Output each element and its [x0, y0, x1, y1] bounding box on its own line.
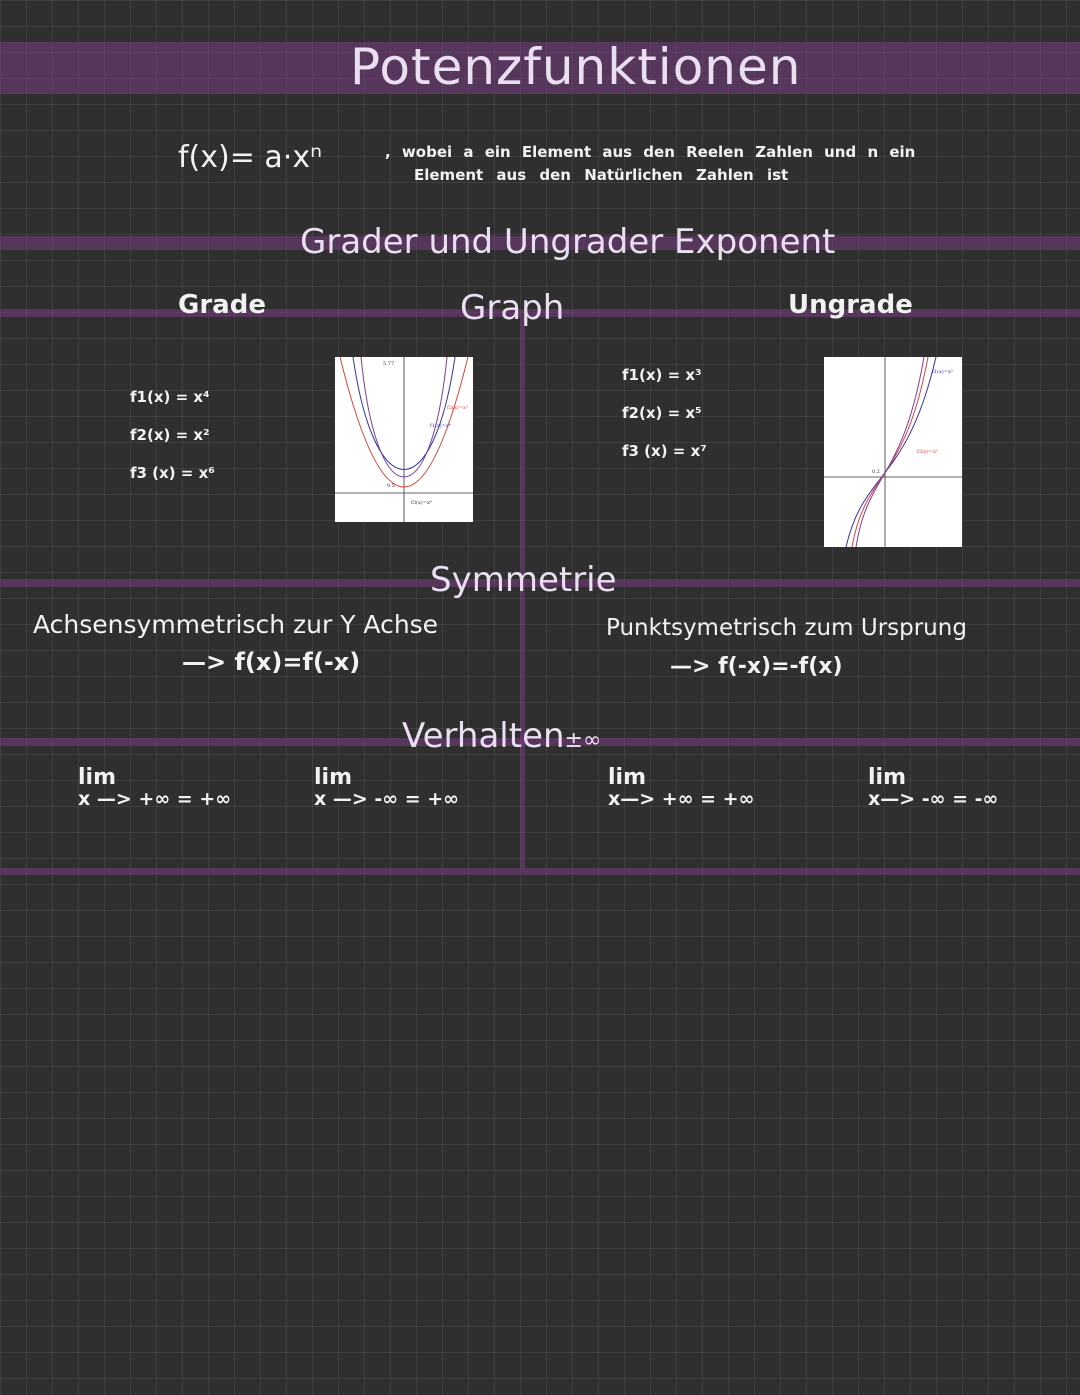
even-plot-label-f3: f3(x)=x⁶	[411, 500, 432, 506]
even-plot-tick: 0.5	[387, 483, 395, 489]
limit-3-expr: x—> +∞ = +∞	[608, 788, 755, 810]
axis-symmetry-rule: —> f(x)=f(-x)	[182, 648, 361, 676]
page-title: Potenzfunktionen	[350, 38, 802, 96]
limit-3-lim: lim	[608, 765, 647, 790]
even-plot-top-label: 5.77	[383, 361, 395, 367]
even-plot-label-f2: f2(x)=x²	[447, 405, 468, 411]
even-function-2: f2(x) = x²	[130, 426, 210, 444]
odd-plot-label-f1: f1(x)=x³	[932, 369, 953, 375]
odd-column-heading: Ungrade	[788, 290, 913, 320]
odd-functions-plot	[824, 357, 962, 547]
exponent-heading: Grader und Ungrader Exponent	[300, 222, 836, 262]
limit-4	[868, 765, 999, 810]
graph-column-heading: Graph	[460, 288, 565, 328]
even-functions-plot	[335, 357, 473, 522]
bottom-band	[0, 868, 1080, 875]
limit-4-lim: lim	[868, 765, 907, 790]
limits-heading-suffix: ±∞	[564, 728, 602, 753]
odd-function-3: f3 (x) = x⁷	[622, 442, 707, 460]
even-function-3: f3 (x) = x⁶	[130, 464, 215, 482]
limit-2	[314, 765, 460, 810]
odd-plot-tick: 0.2	[872, 469, 880, 475]
odd-function-1: f1(x) = x³	[622, 366, 702, 384]
odd-plot-label-f2: f2(x)=x⁵	[917, 449, 938, 455]
limit-3	[608, 765, 755, 810]
definition-text-line1: , wobei a ein Element aus den Reelen Zahlen und n ein	[385, 143, 916, 161]
limits-heading-text: Verhalten	[402, 716, 565, 756]
odd-function-2: f2(x) = x⁵	[622, 404, 702, 422]
limit-1-lim: lim	[78, 765, 117, 790]
even-column-heading: Grade	[178, 290, 266, 320]
limit-4-expr: x—> -∞ = -∞	[868, 788, 999, 810]
definition-formula: f(x)= a·xⁿ	[178, 140, 323, 175]
limit-2-lim: lim	[314, 765, 353, 790]
limit-2-expr: x —> -∞ = +∞	[314, 788, 460, 810]
symmetry-heading: Symmetrie	[430, 560, 617, 600]
point-symmetry-rule: —> f(-x)=-f(x)	[670, 654, 843, 679]
definition-text-line2: Element aus den Natürlichen Zahlen ist	[414, 166, 789, 184]
curve-x7	[856, 357, 924, 547]
limits-heading	[402, 716, 601, 756]
point-symmetry-text: Punktsymetrisch zum Ursprung	[606, 615, 967, 641]
limit-1-expr: x —> +∞ = +∞	[78, 788, 232, 810]
even-function-1: f1(x) = x⁴	[130, 388, 210, 406]
axis-symmetry-text: Achsensymmetrisch zur Y Achse	[33, 610, 439, 639]
even-plot-label-f1: f1(x)=x⁴	[430, 423, 451, 429]
limit-1	[78, 765, 232, 810]
